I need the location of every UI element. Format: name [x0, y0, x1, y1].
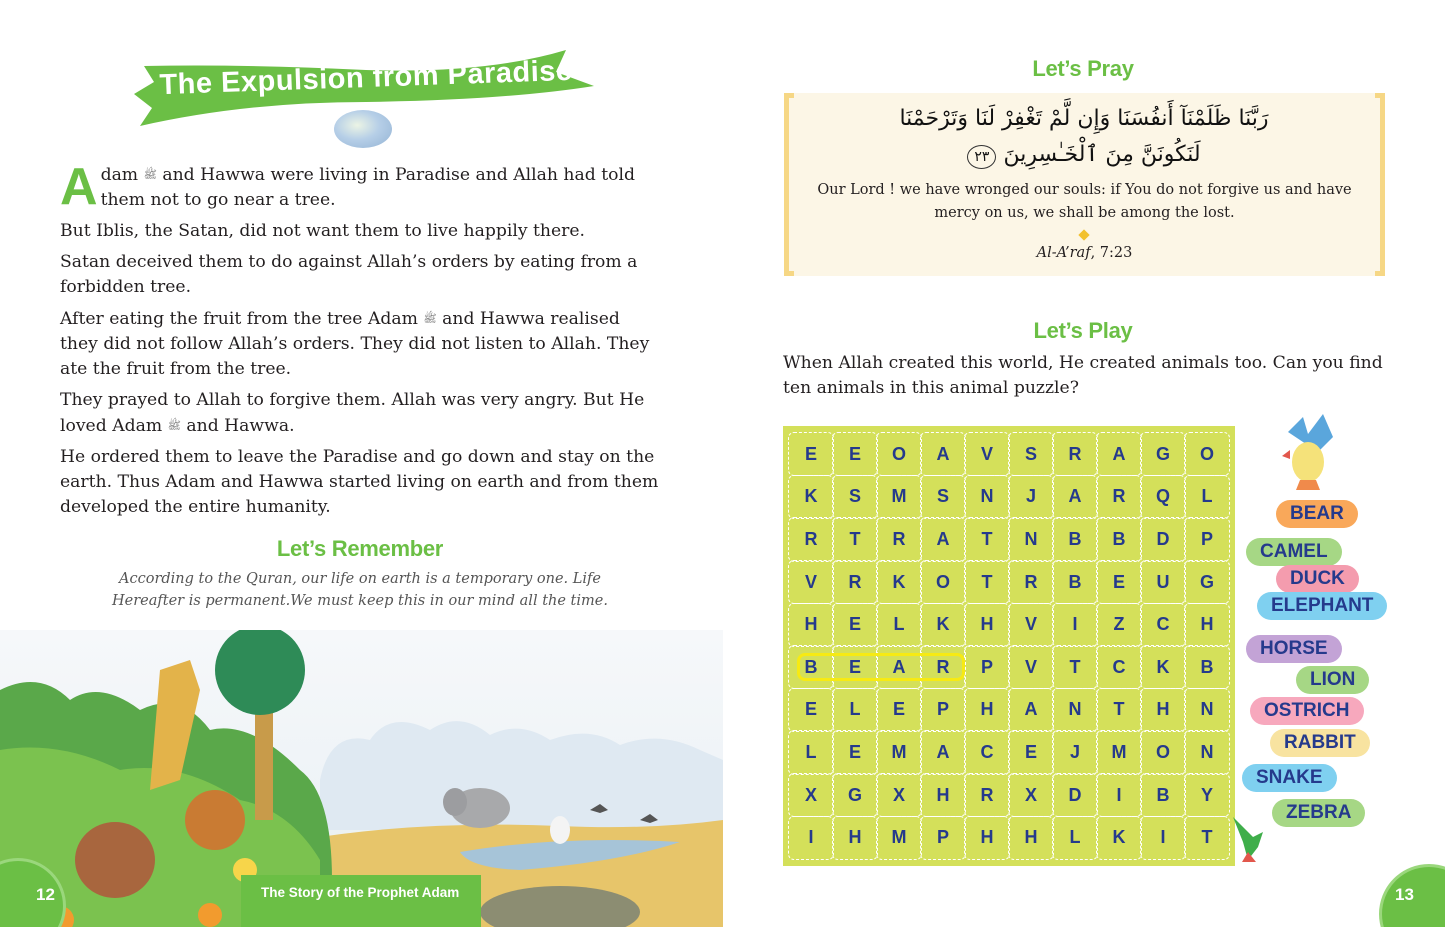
- story-text: [60, 158, 660, 526]
- puzzle-cell[interactable]: T: [832, 517, 878, 561]
- puzzle-cell[interactable]: L: [876, 603, 922, 647]
- puzzle-cell[interactable]: N: [1184, 730, 1230, 774]
- puzzle-cell[interactable]: V: [1008, 645, 1054, 689]
- puzzle-cell[interactable]: C: [964, 730, 1010, 774]
- puzzle-cell[interactable]: L: [1184, 475, 1230, 519]
- puzzle-grid: [789, 433, 1229, 859]
- puzzle-cell[interactable]: E: [832, 730, 878, 774]
- pbuh-icon: ﷺ: [423, 312, 437, 325]
- verse-reference: [804, 245, 1365, 261]
- book-title-footer: [241, 875, 481, 927]
- verse-number: , 7:23: [1090, 245, 1133, 261]
- puzzle-cell[interactable]: X: [788, 773, 834, 817]
- puzzle-cell[interactable]: L: [1052, 816, 1098, 860]
- puzzle-cell[interactable]: R: [788, 517, 834, 561]
- puzzle-cell[interactable]: T: [1184, 816, 1230, 860]
- story-paragraph: [60, 306, 660, 382]
- story-paragraph: [60, 158, 660, 216]
- puzzle-cell[interactable]: E: [788, 688, 834, 732]
- word-search-puzzle: [783, 426, 1235, 866]
- arabic-line-2: [824, 137, 1344, 173]
- animal-word-elephant: ELEPHANT: [1257, 592, 1387, 620]
- diamond-icon: [1078, 229, 1089, 240]
- story-text-run: They prayed to Allah to forgive them. Allah was very angry. But He loved Adam: [60, 390, 645, 436]
- arabic-verse: [824, 101, 1344, 173]
- puzzle-cell[interactable]: Z: [1096, 603, 1142, 647]
- puzzle-cell[interactable]: N: [1008, 517, 1054, 561]
- puzzle-cell[interactable]: K: [1140, 645, 1186, 689]
- puzzle-cell[interactable]: A: [1052, 475, 1098, 519]
- puzzle-cell[interactable]: N: [1184, 688, 1230, 732]
- animal-word-ostrich: OSTRICH: [1250, 697, 1364, 725]
- puzzle-cell[interactable]: G: [832, 773, 878, 817]
- puzzle-cell[interactable]: O: [1140, 730, 1186, 774]
- hummingbird-illustration: [1228, 812, 1268, 862]
- puzzle-cell[interactable]: H: [964, 688, 1010, 732]
- puzzle-cell[interactable]: E: [832, 645, 878, 689]
- animal-word-zebra: ZEBRA: [1272, 799, 1365, 827]
- puzzle-cell[interactable]: A: [920, 517, 966, 561]
- puzzle-cell[interactable]: I: [788, 816, 834, 860]
- surah-name: Al-A’raf: [1036, 245, 1091, 261]
- puzzle-cell[interactable]: J: [1052, 730, 1098, 774]
- arabic-line-2-text: لَنَكُونَنَّ مِنَ ٱلْخَـٰسِرِينَ: [1003, 142, 1201, 167]
- puzzle-cell[interactable]: P: [964, 645, 1010, 689]
- animal-word-camel: CAMEL: [1246, 538, 1342, 566]
- puzzle-cell[interactable]: S: [832, 475, 878, 519]
- play-heading: Let’s Play: [1033, 318, 1133, 343]
- puzzle-cell[interactable]: M: [876, 475, 922, 519]
- puzzle-cell[interactable]: D: [1052, 773, 1098, 817]
- puzzle-cell[interactable]: T: [964, 517, 1010, 561]
- animal-word-horse: HORSE: [1246, 635, 1342, 663]
- puzzle-cell[interactable]: R: [1096, 475, 1142, 519]
- puzzle-cell[interactable]: X: [1008, 773, 1054, 817]
- puzzle-cell[interactable]: X: [876, 773, 922, 817]
- puzzle-cell[interactable]: L: [788, 730, 834, 774]
- left-bracket-decoration: [784, 93, 794, 276]
- ayah-number-icon: ٢٣: [967, 145, 996, 169]
- play-instructions: When Allah created this world, He created animals too. Can you find ten animals in this animal puzzle?: [783, 353, 1383, 398]
- page-number-left: 12: [36, 885, 55, 904]
- puzzle-cell[interactable]: I: [1052, 603, 1098, 647]
- puzzle-cell[interactable]: Q: [1140, 475, 1186, 519]
- pray-heading: Let’s Pray: [1032, 56, 1134, 81]
- story-text-run: dam: [100, 165, 144, 185]
- puzzle-cell[interactable]: B: [1052, 560, 1098, 604]
- animal-word-duck: DUCK: [1276, 565, 1359, 593]
- story-text-run: and Hawwa realised they did not follow Allah’s orders. They did not listen to Allah. They ate the fruit from the tree.: [60, 309, 650, 379]
- page-number-right: 13: [1395, 885, 1414, 904]
- animal-word-bear: BEAR: [1276, 500, 1358, 528]
- puzzle-cell[interactable]: E: [1008, 730, 1054, 774]
- story-paragraph: [60, 388, 660, 439]
- book-title: The Story of the Prophet Adam: [261, 885, 460, 900]
- prayer-box: [784, 93, 1385, 276]
- pbuh-icon: ﷺ: [143, 168, 157, 181]
- pbuh-icon: ﷺ: [167, 419, 181, 432]
- puzzle-cell[interactable]: H: [1184, 603, 1230, 647]
- puzzle-cell[interactable]: K: [876, 560, 922, 604]
- puzzle-cell[interactable]: A: [920, 432, 966, 476]
- puzzle-cell[interactable]: L: [832, 688, 878, 732]
- puzzle-cell[interactable]: U: [1140, 560, 1186, 604]
- puzzle-cell[interactable]: H: [1140, 688, 1186, 732]
- puzzle-cell[interactable]: O: [1184, 432, 1230, 476]
- puzzle-cell[interactable]: S: [920, 475, 966, 519]
- puzzle-cell[interactable]: E: [832, 432, 878, 476]
- puzzle-cell[interactable]: R: [964, 773, 1010, 817]
- puzzle-cell[interactable]: E: [876, 688, 922, 732]
- story-text-run: and Hawwa.: [180, 416, 295, 436]
- puzzle-cell[interactable]: H: [788, 603, 834, 647]
- animal-word-rabbit: RABBIT: [1270, 729, 1370, 757]
- puzzle-cell[interactable]: V: [964, 432, 1010, 476]
- puzzle-cell[interactable]: R: [1052, 432, 1098, 476]
- puzzle-cell[interactable]: R: [1008, 560, 1054, 604]
- puzzle-cell[interactable]: E: [832, 603, 878, 647]
- animal-word-lion: LION: [1296, 666, 1369, 694]
- puzzle-cell[interactable]: V: [788, 560, 834, 604]
- remember-text: According to the Quran, our life on earth is a temporary one. Life Hereafter is permanent.We must keep this in our mind all the time.: [112, 571, 608, 609]
- puzzle-cell[interactable]: R: [832, 560, 878, 604]
- puzzle-cell[interactable]: T: [964, 560, 1010, 604]
- puzzle-cell[interactable]: R: [876, 517, 922, 561]
- puzzle-cell[interactable]: M: [876, 816, 922, 860]
- puzzle-cell[interactable]: G: [1184, 560, 1230, 604]
- verse-translation: Our Lord ! we have wronged our souls: if You do not forgive us and have mercy on us, we shall be among the lost.: [817, 182, 1352, 221]
- story-paragraph: But Iblis, the Satan, did not want them to live happily there.: [60, 221, 585, 241]
- puzzle-cell[interactable]: I: [1140, 816, 1186, 860]
- puzzle-cell[interactable]: G: [1140, 432, 1186, 476]
- puzzle-cell[interactable]: B: [788, 645, 834, 689]
- puzzle-cell[interactable]: M: [1096, 730, 1142, 774]
- puzzle-cell[interactable]: N: [964, 475, 1010, 519]
- puzzle-cell[interactable]: P: [920, 688, 966, 732]
- arabic-line-1: رَبَّنَا ظَلَمْنَآ أَنفُسَنَا وَإِن لَّمْ تَغْفِرْ لَنَا وَتَرْحَمْنَا: [899, 106, 1269, 131]
- chapter-title: The Expulsion from Paradise: [158, 54, 573, 102]
- animal-word-snake: SNAKE: [1242, 764, 1337, 792]
- puzzle-cell[interactable]: B: [1140, 773, 1186, 817]
- puzzle-cell[interactable]: H: [964, 603, 1010, 647]
- puzzle-cell[interactable]: I: [1096, 773, 1142, 817]
- puzzle-cell[interactable]: P: [920, 816, 966, 860]
- puzzle-cell[interactable]: K: [920, 603, 966, 647]
- puzzle-cell[interactable]: O: [920, 560, 966, 604]
- puzzle-cell[interactable]: B: [1184, 645, 1230, 689]
- remember-heading: Let’s Remember: [276, 536, 444, 561]
- puzzle-cell[interactable]: N: [1052, 688, 1098, 732]
- puzzle-cell[interactable]: K: [1096, 816, 1142, 860]
- puzzle-cell[interactable]: A: [1008, 688, 1054, 732]
- puzzle-cell[interactable]: H: [832, 816, 878, 860]
- stone-illustration: [334, 110, 392, 148]
- bird-illustration: [1278, 412, 1338, 492]
- puzzle-cell[interactable]: T: [1096, 688, 1142, 732]
- puzzle-cell[interactable]: H: [920, 773, 966, 817]
- puzzle-cell[interactable]: A: [1096, 432, 1142, 476]
- puzzle-cell[interactable]: E: [1096, 560, 1142, 604]
- puzzle-cell[interactable]: H: [1008, 816, 1054, 860]
- puzzle-cell[interactable]: C: [1096, 645, 1142, 689]
- puzzle-cell[interactable]: Y: [1184, 773, 1230, 817]
- puzzle-cell[interactable]: J: [1008, 475, 1054, 519]
- puzzle-cell[interactable]: S: [1008, 432, 1054, 476]
- puzzle-cell[interactable]: P: [1184, 517, 1230, 561]
- story-paragraph: Satan deceived them to do against Allah’s orders by eating from a forbidden tree.: [60, 252, 638, 297]
- puzzle-cell[interactable]: V: [1008, 603, 1054, 647]
- puzzle-cell[interactable]: O: [876, 432, 922, 476]
- story-text-run: After eating the fruit from the tree Adam: [60, 309, 424, 329]
- puzzle-cell[interactable]: K: [788, 475, 834, 519]
- story-paragraph: He ordered them to leave the Paradise and go down and stay on the earth. Thus Adam and Hawwa started living on earth and from them developed the entire humanity.: [60, 447, 659, 517]
- puzzle-cell[interactable]: D: [1140, 517, 1186, 561]
- puzzle-cell[interactable]: B: [1052, 517, 1098, 561]
- story-text-run: and Hawwa were living in Paradise and Allah had told them not to go near a tree.: [100, 165, 635, 210]
- puzzle-cell[interactable]: R: [920, 645, 966, 689]
- puzzle-cell[interactable]: H: [964, 816, 1010, 860]
- puzzle-cell[interactable]: B: [1096, 517, 1142, 561]
- puzzle-cell[interactable]: A: [876, 645, 922, 689]
- puzzle-cell[interactable]: E: [788, 432, 834, 476]
- puzzle-cell[interactable]: A: [920, 730, 966, 774]
- puzzle-cell[interactable]: T: [1052, 645, 1098, 689]
- drop-cap: A: [60, 158, 98, 216]
- right-bracket-decoration: [1375, 93, 1385, 276]
- puzzle-cell[interactable]: C: [1140, 603, 1186, 647]
- puzzle-cell[interactable]: M: [876, 730, 922, 774]
